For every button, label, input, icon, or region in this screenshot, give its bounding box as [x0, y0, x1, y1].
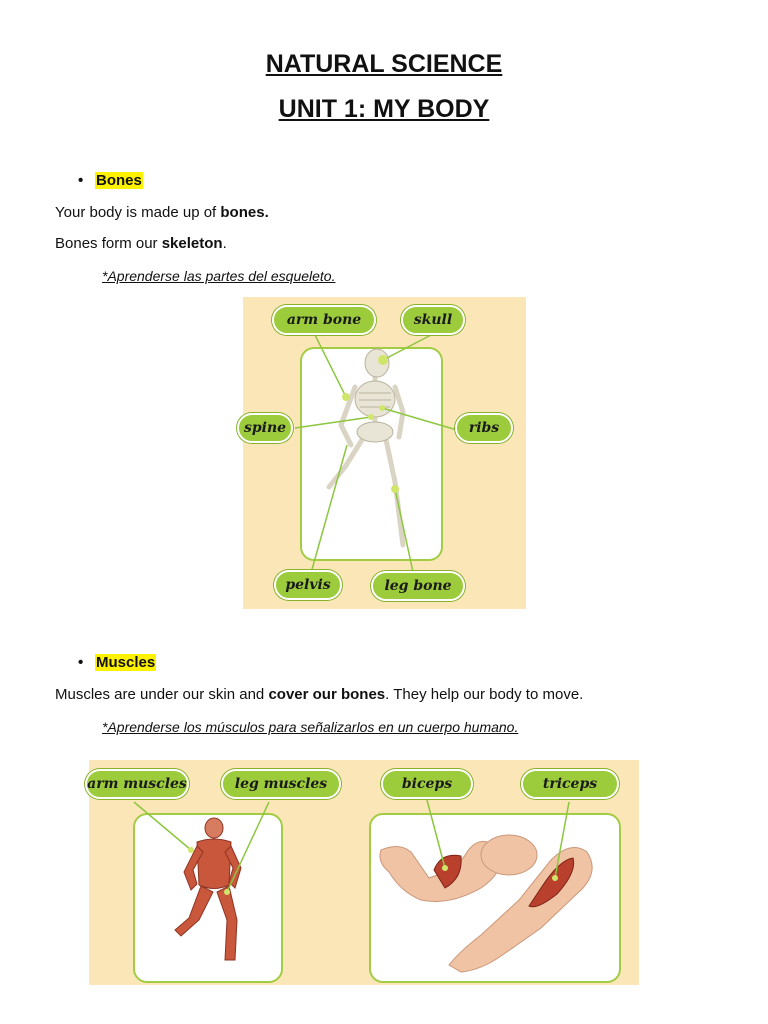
bones-line-2-end: .: [222, 235, 227, 252]
skeleton-figure: [243, 297, 526, 609]
bones-note: *Aprenderse las partes del esqueleto.: [102, 268, 336, 284]
muscles-heading-text: Muscles: [96, 654, 156, 671]
muscles-line: [55, 686, 583, 703]
bones-line-1-bold: bones.: [220, 204, 269, 221]
muscles-note: *Aprenderse los músculos para señalizarlos en un cuerpo humano.: [102, 719, 519, 735]
bones-heading-text: Bones: [96, 172, 142, 189]
bones-line-2: [55, 235, 227, 252]
muscles-heading: [78, 654, 156, 671]
bullet-dot: •: [78, 172, 84, 189]
label-ribs: ribs: [455, 413, 513, 443]
bones-line-2-bold: skeleton: [161, 235, 223, 252]
muscles-line-bold: cover our bones: [268, 686, 386, 703]
muscles-line-end: . They help our body to move.: [385, 686, 584, 703]
label-pelvis: pelvis: [274, 570, 342, 600]
label-biceps: biceps: [381, 769, 473, 799]
label-leg-muscles: leg muscles: [221, 769, 341, 799]
runner-frame: [133, 813, 283, 983]
label-skull: skull: [401, 305, 465, 335]
arms-frame: [369, 813, 621, 983]
label-leg-bone: leg bone: [371, 571, 465, 601]
bones-line-1: [55, 204, 269, 221]
label-arm-muscles: arm muscles: [85, 769, 189, 799]
bullet-dot: •: [78, 654, 84, 671]
bones-heading: [78, 172, 143, 189]
label-arm-bone: arm bone: [272, 305, 376, 335]
bones-line-1-text: Your body is made up of: [55, 204, 221, 221]
title-natural-science: NATURAL SCIENCE: [265, 50, 503, 78]
skeleton-frame: [300, 347, 443, 561]
label-triceps: triceps: [521, 769, 619, 799]
muscles-line-text: Muscles are under our skin and: [55, 686, 269, 703]
muscles-figure: [89, 760, 639, 985]
bones-line-2-text: Bones form our: [55, 235, 162, 252]
label-spine: spine: [237, 413, 293, 443]
title-unit: UNIT 1: MY BODY: [278, 95, 490, 123]
